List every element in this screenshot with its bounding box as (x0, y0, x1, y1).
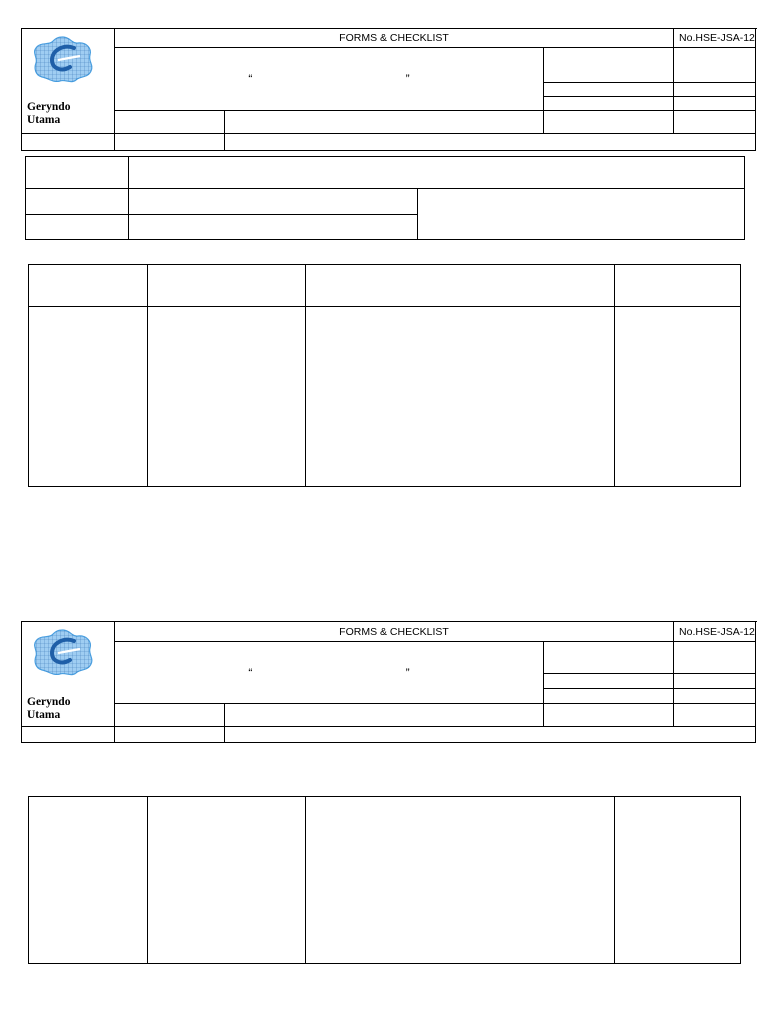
prepared-label-cell (115, 111, 225, 134)
jsa2-body-col1 (29, 797, 148, 964)
info-label-3 (26, 215, 129, 240)
info-label-1 (26, 157, 129, 189)
page-label-cell (544, 97, 674, 111)
approved-value-cell-2 (674, 704, 756, 727)
job-value-cell (225, 134, 756, 151)
document-header-top (21, 28, 756, 151)
company-logo-icon (28, 34, 98, 84)
job-label-cell (115, 134, 225, 151)
jsa2-body-col4 (615, 797, 741, 964)
prepared-value-cell-2 (225, 704, 544, 727)
company-name-line1: Geryndo (27, 696, 71, 708)
approved-value-cell (674, 111, 756, 134)
approved-label-cell-2 (544, 704, 674, 727)
revision-value-cell (674, 48, 756, 83)
revision-label-cell (544, 48, 674, 83)
job-label-cell-2 (115, 727, 225, 743)
company-name-line2: Utama (27, 114, 61, 126)
form-title: FORMS & CHECKLIST (115, 29, 674, 48)
document-header-bottom (21, 621, 756, 743)
company-name-2 (27, 696, 70, 722)
company-name (27, 101, 70, 127)
jsa-body-col2 (148, 307, 306, 487)
jsa-table-page2 (28, 796, 741, 964)
date-value-cell-2 (674, 674, 756, 689)
approved-label-cell (544, 111, 674, 134)
logo-cell (22, 29, 115, 134)
logo-bottom-spacer-2 (22, 727, 115, 743)
jsa-body-col3 (306, 307, 615, 487)
jsa-header-col2 (148, 265, 306, 307)
page-value-cell (674, 97, 756, 111)
info-label-2 (26, 189, 129, 215)
jsa-header-col1 (29, 265, 148, 307)
jsa-table-page1 (28, 264, 741, 487)
company-name-line1: Geryndo (27, 101, 71, 113)
document-number-2: No.HSE-JSA-12 (674, 622, 756, 642)
document-number: No.HSE-JSA-12 (674, 29, 756, 48)
prepared-value-cell (225, 111, 544, 134)
revision-value-cell-2 (674, 642, 756, 674)
document-title-quotes: “ ” (115, 48, 544, 111)
revision-label-cell-2 (544, 642, 674, 674)
company-name-line2: Utama (27, 709, 61, 721)
job-value-cell-2 (225, 727, 756, 743)
logo-cell-2 (22, 622, 115, 727)
jsa2-body-col3 (306, 797, 615, 964)
jsa-body-col1 (29, 307, 148, 487)
info-value-2 (129, 189, 418, 215)
document-title-quotes-2: “ ” (115, 642, 544, 704)
logo-bottom-spacer (22, 134, 115, 151)
jsa2-body-col2 (148, 797, 306, 964)
info-value-3 (129, 215, 418, 240)
prepared-label-cell-2 (115, 704, 225, 727)
jsa-header-col3 (306, 265, 615, 307)
page-label-cell-2 (544, 689, 674, 704)
info-value-1 (129, 157, 745, 189)
jsa-body-col4 (615, 307, 741, 487)
page-value-cell-2 (674, 689, 756, 704)
form-title-2: FORMS & CHECKLIST (115, 622, 674, 642)
job-info-table (25, 156, 745, 240)
info-right-cell (418, 189, 745, 240)
date-value-cell (674, 83, 756, 97)
company-logo-icon (28, 627, 98, 677)
date-label-cell-2 (544, 674, 674, 689)
date-label-cell (544, 83, 674, 97)
jsa-header-col4 (615, 265, 741, 307)
